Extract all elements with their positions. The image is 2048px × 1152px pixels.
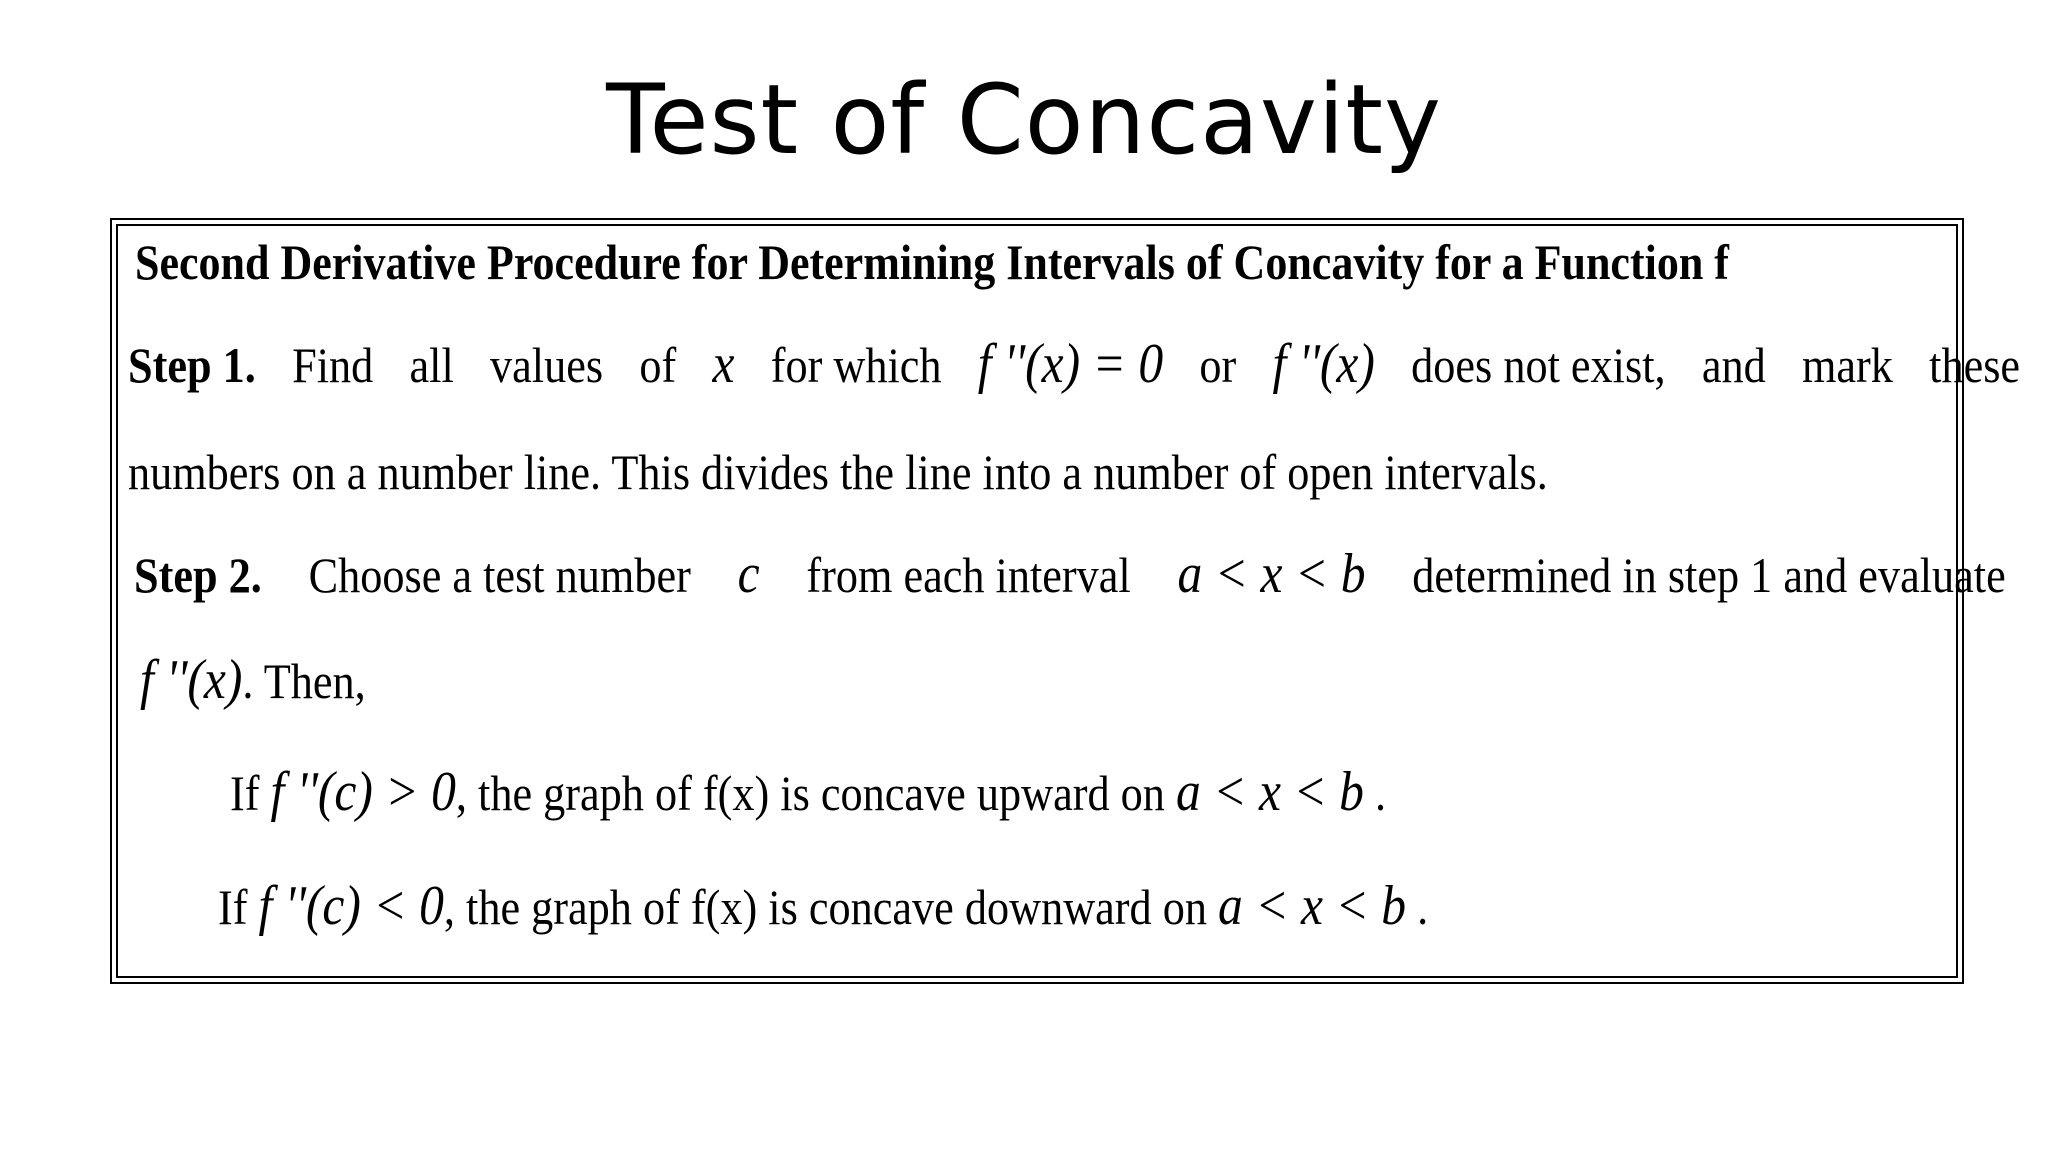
- rule-down-end: .: [1417, 879, 1429, 935]
- step2-interval: a < x < b: [1177, 543, 1366, 605]
- step1-expr-fpp-eq0: f ''(x) = 0: [977, 333, 1164, 395]
- step2-from: from each interval: [806, 547, 1131, 603]
- step1-does-not-exist: does not exist,: [1411, 337, 1666, 393]
- step1-word-of: of: [639, 337, 677, 393]
- step2-choose: Choose a test number: [308, 547, 691, 603]
- step1-word-mark: mark: [1801, 337, 1893, 393]
- step1-word-all: all: [409, 337, 454, 393]
- step1-for-which: for which: [770, 337, 942, 393]
- rule-concave-downward: [218, 876, 1428, 937]
- rule-up-condition: f ''(c) > 0: [270, 761, 456, 823]
- step2-line1: [134, 544, 2006, 605]
- rule-up-text: , the graph of f(x) is concave upward on: [455, 765, 1165, 821]
- rule-down-interval: a < x < b: [1218, 875, 1407, 937]
- step2-line2: [140, 650, 366, 711]
- step1-var-x: x: [712, 333, 735, 395]
- step1-line1: [128, 334, 2020, 395]
- procedure-heading: Second Derivative Procedure for Determining Intervals of Concavity for a Function f: [135, 234, 1729, 290]
- step2-var-c: c: [737, 543, 760, 605]
- step1-word-and: and: [1701, 337, 1766, 393]
- rule-up-if: If: [230, 765, 260, 821]
- step1-line2: numbers on a number line. This divides the line into a number of open intervals.: [128, 444, 1548, 500]
- step1-word-or: or: [1199, 337, 1237, 393]
- step2-then: . Then,: [242, 653, 366, 709]
- step1-word-find: Find: [292, 337, 374, 393]
- step1-label: Step 1.: [128, 337, 256, 393]
- step1-expr-fpp: f ''(x): [1272, 333, 1375, 395]
- rule-down-condition: f ''(c) < 0: [258, 875, 444, 937]
- rule-up-end: .: [1375, 765, 1387, 821]
- step1-word-these: these: [1929, 337, 2021, 393]
- step2-expr-fpp: f ''(x): [140, 649, 243, 711]
- step1-word-values: values: [490, 337, 604, 393]
- rule-up-interval: a < x < b: [1175, 761, 1364, 823]
- rule-concave-upward: [230, 762, 1386, 823]
- rule-down-text: , the graph of f(x) is concave downward on: [443, 879, 1207, 935]
- rule-down-if: If: [218, 879, 248, 935]
- step2-label: Step 2.: [134, 547, 262, 603]
- step2-determined: determined in step 1 and evaluate: [1412, 547, 2006, 603]
- slide-title: Test of Concavity: [606, 64, 1442, 176]
